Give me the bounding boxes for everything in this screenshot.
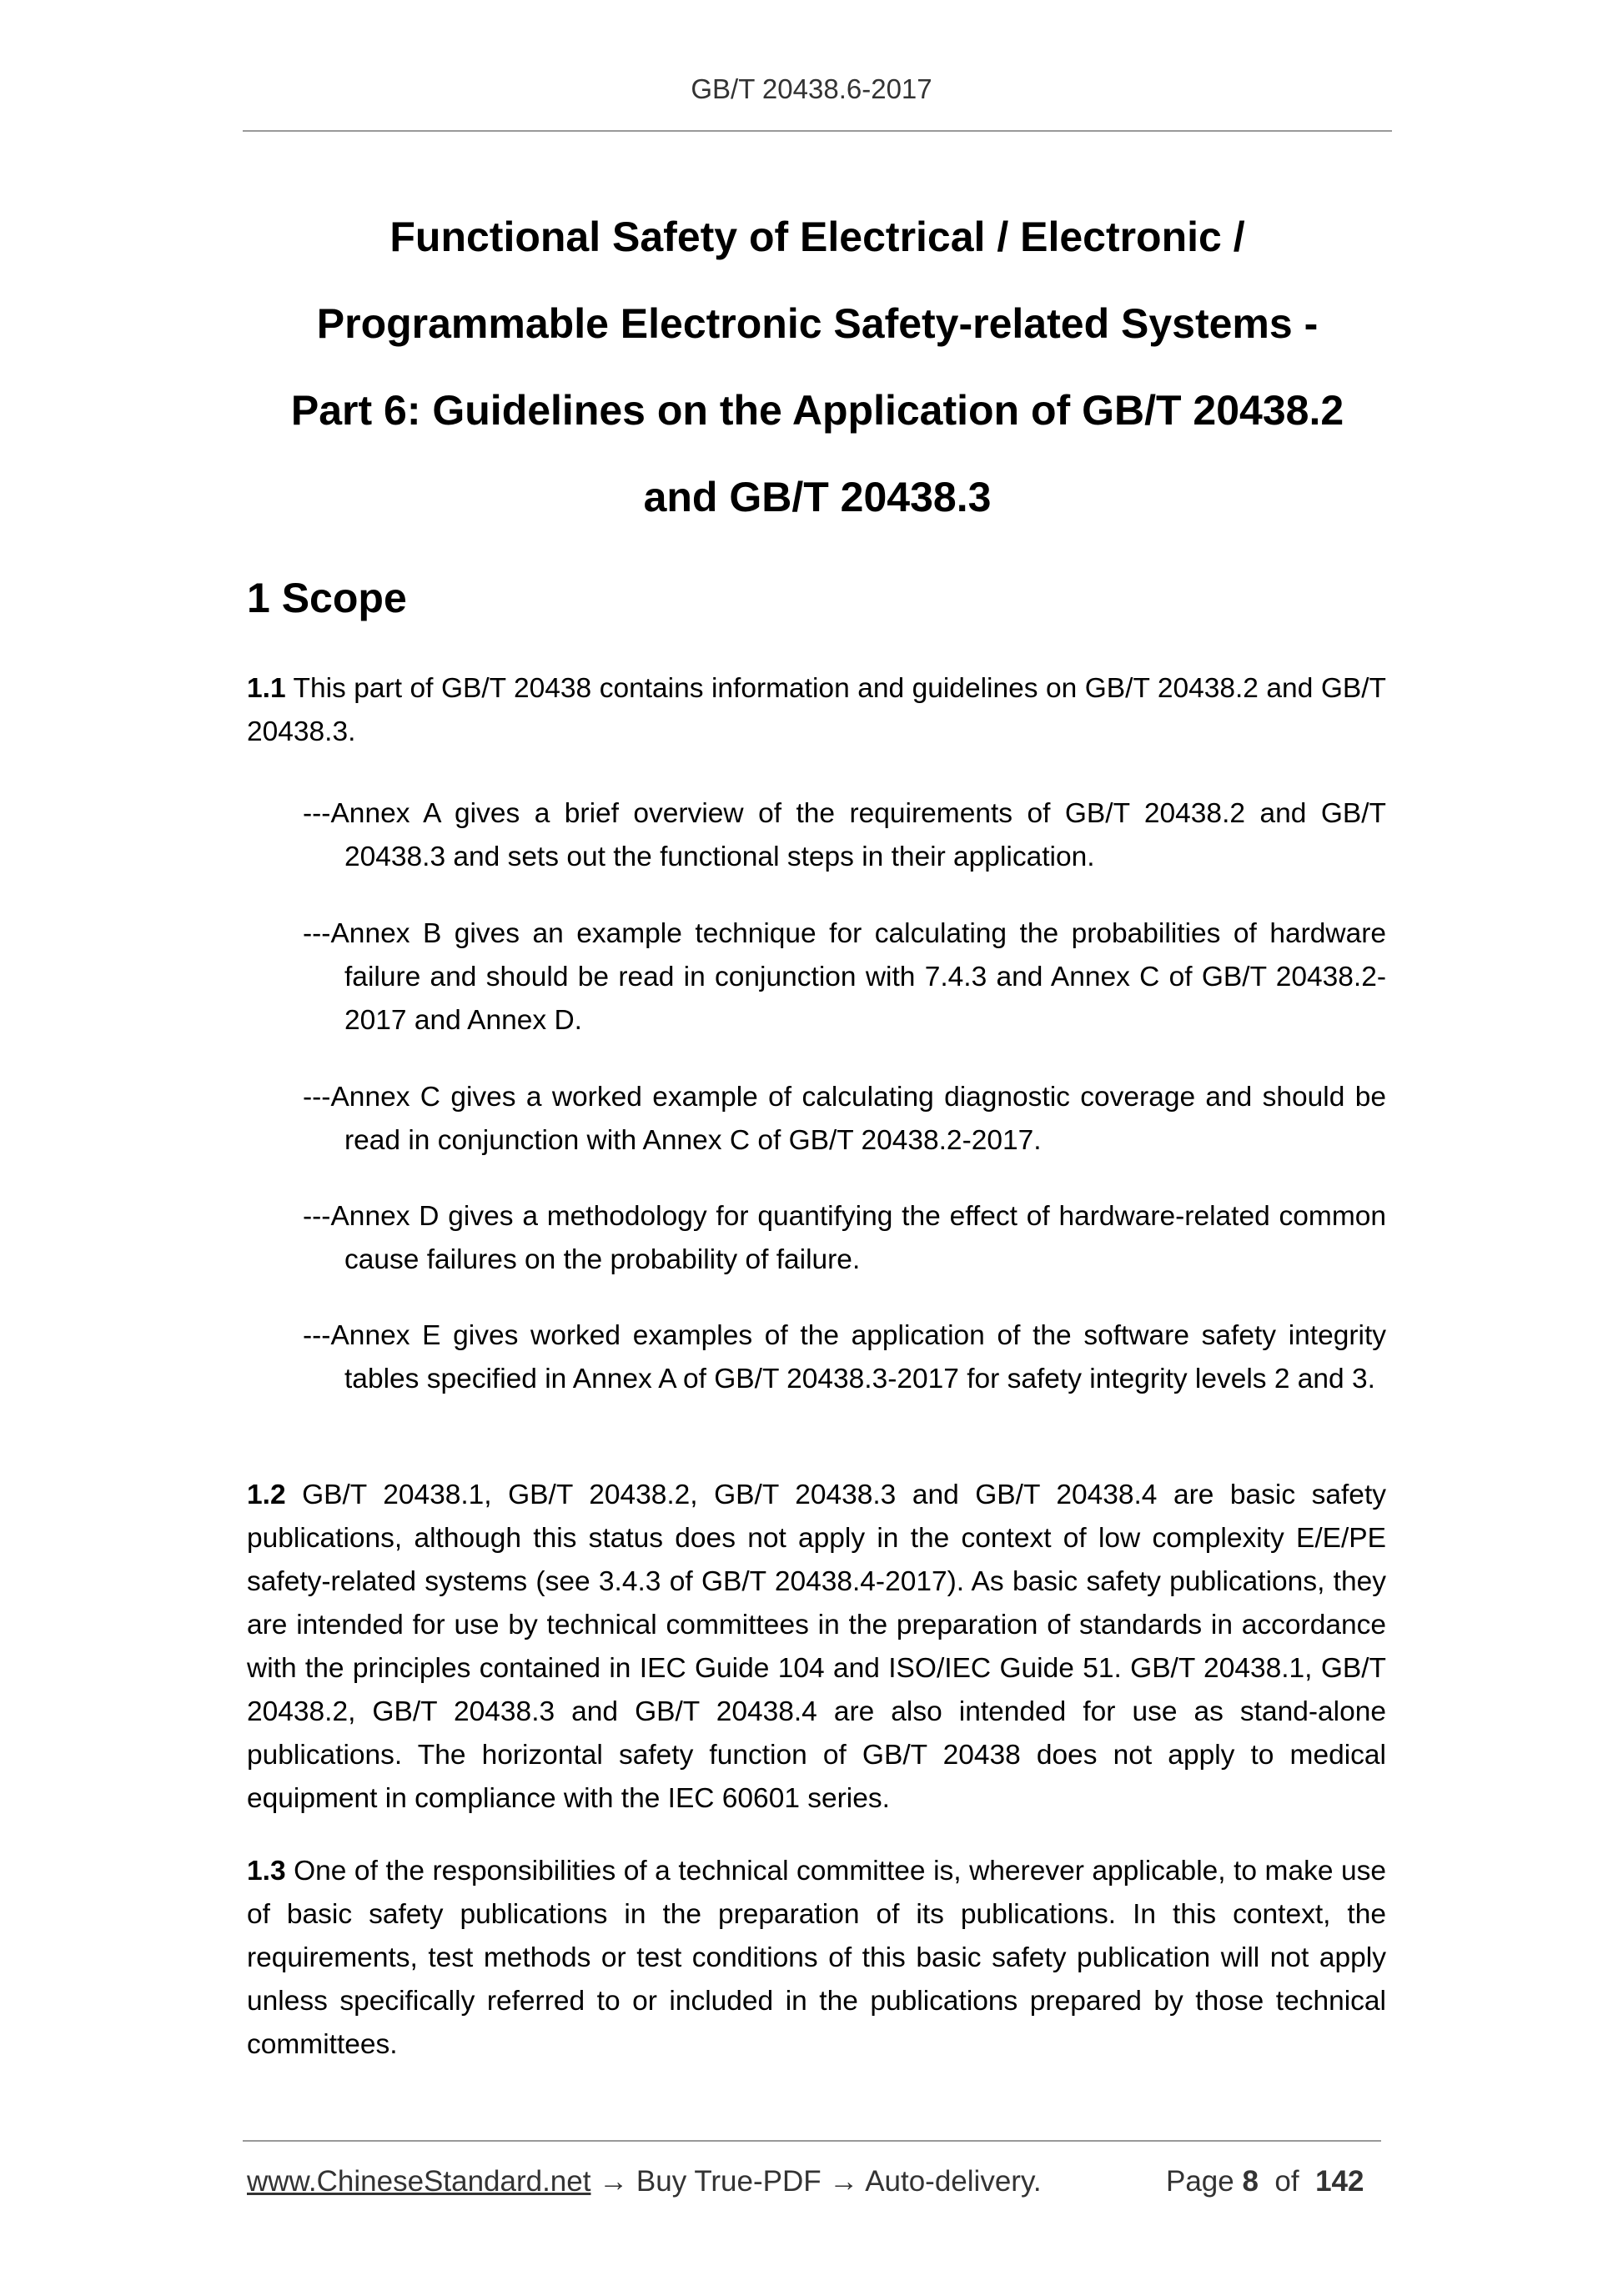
arrow-right-icon: → bbox=[821, 2165, 866, 2198]
clause-number: 1.3 bbox=[247, 1856, 286, 1887]
document-title bbox=[243, 193, 1392, 540]
clause-number: 1.1 bbox=[247, 673, 286, 704]
document-code-header: GB/T 20438.6-2017 bbox=[691, 73, 932, 104]
page-number: 8 bbox=[1242, 2165, 1259, 2198]
delivery-text: Auto-delivery. bbox=[865, 2165, 1042, 2198]
annex-item-a: ---Annex A gives a brief overview of the requirements of GB/T 20438.2 and GB/T 20438.3 and sets out the functional steps in their application. bbox=[303, 798, 1386, 872]
clause-number: 1.2 bbox=[247, 1480, 286, 1510]
arrow-right-icon: → bbox=[590, 2165, 636, 2198]
annex-item-e: ---Annex E gives worked examples of the application of the software safety integrity tables specified in Annex A of GB/T 20438.3-2017 for safety integrity levels 2 and 3. bbox=[303, 1320, 1386, 1394]
section-heading-scope: 1 Scope bbox=[247, 575, 407, 621]
header-divider bbox=[243, 130, 1392, 132]
clause-1-2 bbox=[247, 1474, 1386, 1821]
clause-text: One of the responsibilities of a technical committee is, wherever applicable, to make use of basic safety publications in the preparation of its publications. In this context, the requirements, test methods or test conditions of this basic safety publication will not apply unless specifically referred to or included in the publications prepared by those technical committees. bbox=[247, 1856, 1386, 2060]
clause-1-1 bbox=[247, 667, 1386, 754]
title-line: Programmable Electronic Safety-related Systems - bbox=[316, 300, 1319, 347]
annex-item-c: ---Annex C gives a worked example of calculating diagnostic coverage and should be read in conjunction with Annex C of GB/T 20438.2-2017. bbox=[303, 1082, 1386, 1156]
title-line: and GB/T 20438.3 bbox=[643, 474, 992, 520]
total-pages: 142 bbox=[1315, 2165, 1364, 2198]
title-line: Part 6: Guidelines on the Application of GB/T 20438.2 bbox=[290, 387, 1344, 434]
title-line: Functional Safety of Electrical / Electronic / bbox=[389, 214, 1245, 260]
annex-item-d: ---Annex D gives a methodology for quantifying the effect of hardware-related common cause failures on the probability of failure. bbox=[303, 1201, 1386, 1275]
page-indicator bbox=[1166, 2165, 1364, 2198]
of-label: of bbox=[1274, 2165, 1299, 2198]
page-label: Page bbox=[1166, 2165, 1234, 2198]
buy-text: Buy True-PDF bbox=[636, 2165, 822, 2198]
footer-divider bbox=[243, 2140, 1381, 2142]
footer-promo bbox=[247, 2165, 1042, 2198]
clause-text: GB/T 20438.1, GB/T 20438.2, GB/T 20438.3 and GB/T 20438.4 are basic safety publications, although this status does not apply in the context of low complexity E/E/PE safety-related systems (see 3.4.3 of GB/T 20438.4-2017). As basic safety publications, they are intended for use by technical committees in the preparation of standards in accordance with the principles contained in IEC Guide 104 and ISO/IEC Guide 51. GB/T 20438.1, GB/T 20438.2, GB/T 20438.3 and GB/T 20438.4 are also intended for use as stand-alone publications. The horizontal safety function of GB/T 20438 does not apply to medical equipment in compliance with the IEC 60601 series. bbox=[247, 1480, 1386, 1814]
clause-text: This part of GB/T 20438 contains information and guidelines on GB/T 20438.2 and GB/T 20438.3. bbox=[247, 673, 1386, 747]
clause-1-3 bbox=[247, 1850, 1386, 2067]
annex-item-b: ---Annex B gives an example technique for calculating the probabilities of hardware failure and should be read in conjunction with 7.4.3 and Annex C of GB/T 20438.2-2017 and Annex D. bbox=[303, 918, 1386, 1036]
website-link[interactable]: www.ChineseStandard.net bbox=[247, 2165, 591, 2198]
